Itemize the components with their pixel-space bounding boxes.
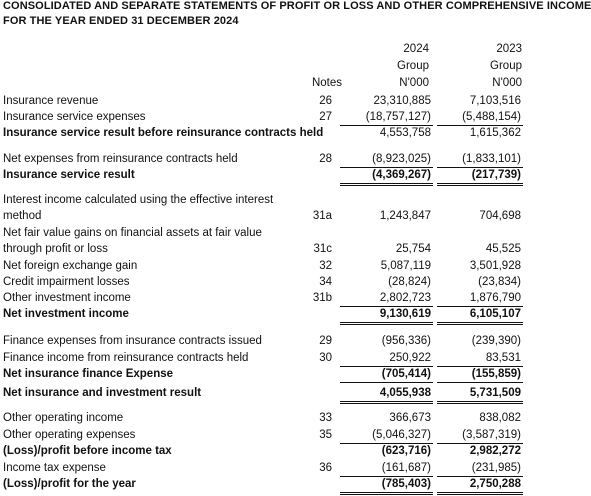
row-note: 28: [319, 153, 332, 165]
table-row-subtotal: [0, 443, 526, 459]
row-value-2024: (956,336): [381, 335, 431, 347]
table-row: [0, 109, 526, 125]
row-value-2023: (239,390): [471, 335, 521, 347]
row-label: Net expenses from reinsurance contracts held: [3, 153, 238, 165]
row-label: Net insurance and investment result: [3, 387, 202, 399]
table-row-subtotal: [0, 385, 526, 401]
row-label: Insurance service result before reinsurance contracts held: [3, 127, 324, 139]
row-label: Insurance revenue: [3, 95, 99, 107]
table-row: [0, 333, 526, 349]
row-value-2024: 4,553,758: [379, 127, 431, 139]
row-value-2024: (623,716): [381, 445, 431, 457]
row-value-2023: 2,982,272: [469, 445, 521, 457]
row-value-2023: 3,501,928: [469, 260, 521, 272]
row-value-2023: (3,587,319): [437, 427, 523, 444]
table-row: [0, 151, 526, 167]
column-entity-2023: Group: [490, 60, 522, 72]
row-value-2023: (231,985): [437, 460, 523, 477]
row-value-2023: 45,525: [485, 243, 521, 255]
row-value-2024: (161,687): [340, 460, 433, 477]
table-row-subtotal: [0, 125, 526, 141]
row-value-2024: (785,403): [340, 476, 433, 495]
row-label: method: [3, 210, 42, 222]
row-value-2023: (23,834): [478, 276, 521, 288]
table-row-subtotal: [0, 167, 526, 183]
table-row: [0, 93, 526, 109]
row-note: 31a: [312, 210, 332, 222]
row-value-2023: 838,082: [479, 412, 521, 424]
row-value-2024: 366,673: [389, 412, 431, 424]
row-value-2023: (5,488,154): [437, 109, 523, 126]
row-note: 31c: [313, 243, 332, 255]
table-row: [0, 290, 526, 306]
row-note: 27: [319, 111, 332, 123]
table-row: [0, 258, 526, 274]
row-note: 32: [319, 260, 332, 272]
row-value-2023: 5,731,509: [437, 385, 523, 404]
column-entity-2024: Group: [397, 60, 429, 72]
row-value-2023: (1,833,101): [437, 151, 523, 168]
table-row-total: [0, 476, 526, 492]
row-label: Insurance service expenses: [3, 111, 146, 123]
row-label: Net insurance finance Expense: [3, 368, 174, 380]
row-value-2024: (18,757,127): [340, 109, 433, 126]
row-label: Other investment income: [3, 292, 131, 304]
table-row: [0, 350, 526, 366]
row-value-2023: 1,876,790: [437, 290, 523, 307]
column-year-2024: 2024: [403, 43, 429, 55]
row-label: (Loss)/profit for the year: [3, 478, 136, 490]
row-label: Other operating income: [3, 412, 124, 424]
row-value-2024: (4,369,267): [340, 167, 433, 186]
statement-title: CONSOLIDATED AND SEPARATE STATEMENTS OF PROFIT OR LOSS AND OTHER COMPREHENSIVE INCOME: [3, 0, 591, 12]
row-label: Net foreign exchange gain: [3, 260, 138, 272]
row-note: 31b: [312, 292, 332, 304]
row-note: 30: [319, 352, 332, 364]
row-note: 35: [319, 429, 332, 441]
row-label: Finance expenses from insurance contracts issued: [3, 335, 262, 347]
row-value-2023: (217,739): [437, 167, 523, 186]
row-label: Net investment income: [3, 308, 129, 320]
table-row-subtotal: [0, 366, 526, 382]
row-value-2024: 2,802,723: [340, 290, 433, 307]
row-note: 36: [319, 462, 332, 474]
row-label: Credit impairment losses: [3, 276, 130, 288]
column-unit-2024: N'000: [399, 77, 429, 89]
row-label: Finance income from reinsurance contracts held: [3, 352, 249, 364]
row-value-2024: (5,046,327): [340, 427, 433, 444]
column-unit-2023: N'000: [492, 77, 522, 89]
row-value-2024: 23,310,885: [373, 95, 431, 107]
row-value-2023: 1,615,362: [469, 127, 521, 139]
row-label: (Loss)/profit before income tax: [3, 445, 172, 457]
row-value-2024: (705,414): [340, 366, 433, 383]
row-note: 29: [319, 335, 332, 347]
table-row: [0, 192, 526, 208]
row-value-2024: (28,824): [388, 276, 431, 288]
row-label: Income tax expense: [3, 462, 106, 474]
table-row: [0, 274, 526, 290]
row-label: Other operating expenses: [3, 429, 136, 441]
table-row: [0, 241, 526, 257]
row-value-2023: 704,698: [479, 210, 521, 222]
notes-header: Notes: [311, 77, 342, 89]
row-label: through profit or loss: [3, 243, 108, 255]
table-row: [0, 208, 526, 224]
row-value-2023: 83,531: [437, 350, 523, 367]
row-value-2024: (8,923,025): [340, 151, 433, 168]
row-note: 26: [319, 95, 332, 107]
row-value-2024: 250,922: [340, 350, 433, 367]
row-note: 33: [319, 412, 332, 424]
table-row-subtotal: [0, 306, 526, 322]
row-value-2024: 4,055,938: [340, 385, 433, 404]
row-value-2023: 7,103,516: [469, 95, 521, 107]
row-label: Interest income calculated using the effective interest: [3, 194, 274, 206]
row-value-2023: (155,859): [437, 366, 523, 383]
row-value-2023: 6,105,107: [437, 306, 523, 325]
statement-period: FOR THE YEAR ENDED 31 DECEMBER 2024: [3, 15, 239, 27]
row-value-2023: 2,750,288: [437, 476, 523, 495]
row-value-2024: 25,754: [395, 243, 431, 255]
table-row: [0, 225, 526, 241]
row-value-2024: 5,087,119: [380, 260, 431, 272]
row-value-2024: 9,130,619: [340, 306, 433, 325]
row-note: 34: [319, 276, 332, 288]
row-value-2024: 1,243,847: [379, 210, 431, 222]
table-row: [0, 410, 526, 426]
table-row: [0, 460, 526, 476]
column-year-2023: 2023: [496, 43, 522, 55]
row-label: Net fair value gains on financial assets at fair value: [3, 227, 262, 239]
table-row: [0, 427, 526, 443]
row-label: Insurance service result: [3, 169, 135, 181]
